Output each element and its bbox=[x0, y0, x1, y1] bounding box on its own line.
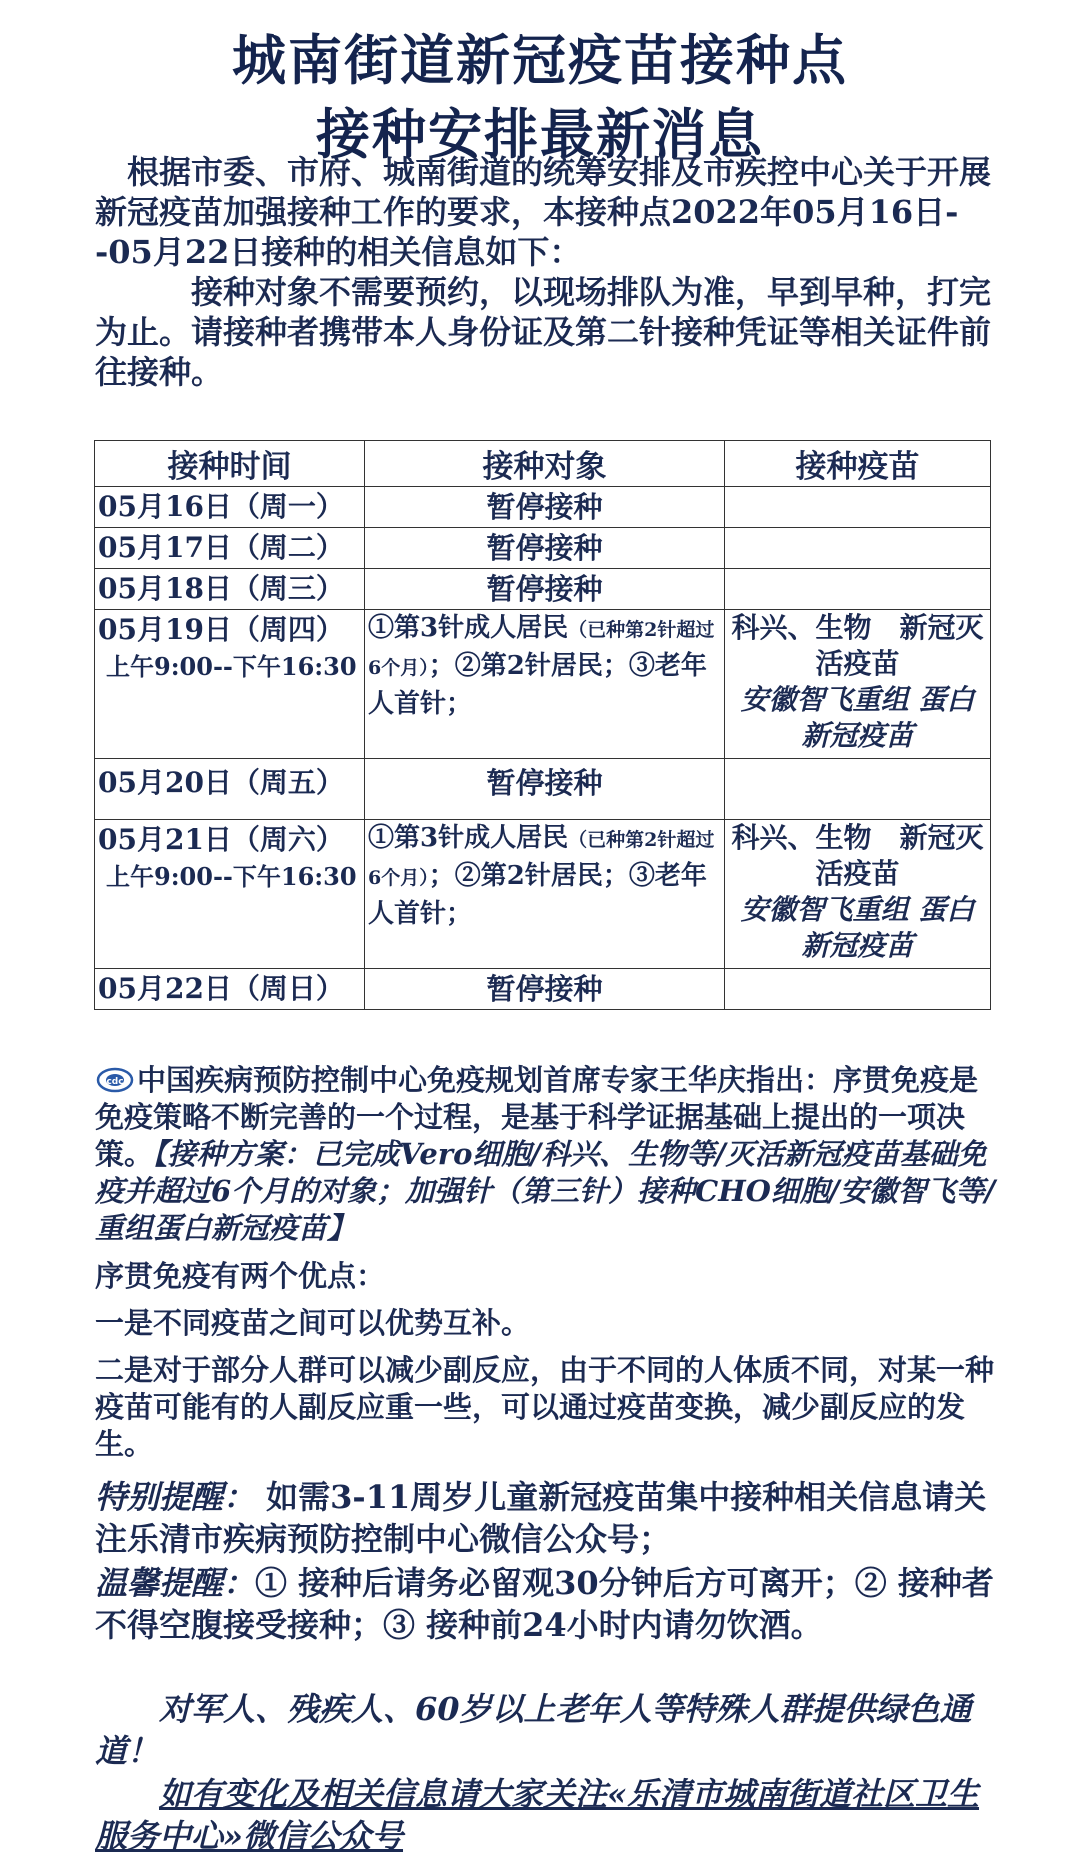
row-time: 上午9:00--下午16:30 bbox=[106, 652, 357, 681]
target-first: ①第3针成人居民 bbox=[368, 613, 569, 643]
warm-reminder-text: ① 接种后请务必留观30分钟后方可离开；② 接种者不得空腹接受接种；③ 接种前24小时内请勿饮酒。 bbox=[95, 1564, 994, 1644]
table-row bbox=[95, 569, 991, 610]
target-rest: ；②第2针居民；③老年人首针； bbox=[368, 861, 707, 929]
row-vaccine bbox=[725, 969, 991, 1010]
row-target: 暂停接种 bbox=[365, 487, 725, 528]
header-time: 接种时间 bbox=[95, 441, 365, 487]
table-row bbox=[95, 487, 991, 528]
row-target: 暂停接种 bbox=[365, 528, 725, 569]
page-title-line2: 接种安排最新消息 bbox=[316, 103, 764, 166]
vaccine-inactivated: 科兴、生物 新冠灭活疫苗 bbox=[731, 611, 984, 680]
table-row bbox=[95, 759, 991, 820]
page-title-line1: 城南街道新冠疫苗接种点 bbox=[232, 29, 848, 92]
row-vaccine bbox=[725, 569, 991, 610]
advantage-two: 二是对于部分人群可以减少副反应，由于不同的人体质不同，对某一种疫苗可能有的人副反应重一些，可以通过疫苗变换，减少副反应的发生。 bbox=[95, 1353, 995, 1461]
row-vaccine bbox=[725, 487, 991, 528]
table-row bbox=[95, 820, 991, 969]
notice-paragraph: 接种对象不需要预约，以现场排队为准，早到早种，打完为止。请接种者携带本人身份证及第二针接种凭证等相关证件前往接种。 bbox=[95, 273, 992, 391]
row-date: 05月17日（周二） bbox=[95, 528, 365, 569]
header-vaccine: 接种疫苗 bbox=[725, 441, 991, 487]
row-vaccine bbox=[725, 820, 991, 969]
row-target: 暂停接种 bbox=[365, 969, 725, 1010]
vaccination-scheme: 【接种方案：已完成Vero细胞/科兴、生物等/灭活新冠疫苗基础免疫并超过6个月的对象；加强针（第三针）接种CHO细胞/安徽智飞等/重组蛋白新冠疫苗】 bbox=[95, 1137, 996, 1245]
green-channel-note: 对军人、残疾人、60岁以上老年人等特殊人群提供绿色通道！ bbox=[95, 1690, 972, 1770]
row-date: 05月19日（周四） bbox=[98, 613, 344, 646]
special-reminder bbox=[95, 1476, 1000, 1560]
header-target: 接种对象 bbox=[365, 441, 725, 487]
table-row bbox=[95, 610, 991, 759]
table-header-row bbox=[95, 441, 991, 487]
schedule-table bbox=[94, 440, 991, 1010]
table-row bbox=[95, 969, 991, 1010]
row-date: 05月18日（周三） bbox=[95, 569, 365, 610]
advantages-heading: 序贯免疫有两个优点： bbox=[95, 1259, 386, 1293]
row-target: 暂停接种 bbox=[365, 569, 725, 610]
row-vaccine bbox=[725, 528, 991, 569]
row-target bbox=[365, 820, 725, 969]
row-date: 05月22日（周日） bbox=[95, 969, 365, 1010]
row-date-cell bbox=[95, 820, 365, 969]
advantage-one: 一是不同疫苗之间可以优势互补。 bbox=[95, 1306, 531, 1340]
warm-reminder bbox=[95, 1562, 1000, 1646]
intro-paragraph: 根据市委、市府、城南街道的统筹安排及市疾控中心关于开展新冠疫苗加强接种工作的要求，本接种点2022年05月16日--05月22日接种的相关信息如下： bbox=[95, 153, 992, 271]
target-rest: ；②第2针居民；③老年人首针； bbox=[368, 651, 707, 719]
vaccine-recombinant: 安徽智飞重组 蛋白新冠疫苗 bbox=[740, 683, 975, 752]
row-date: 05月16日（周一） bbox=[95, 487, 365, 528]
row-date: 05月20日（周五） bbox=[95, 759, 365, 820]
target-note: （已种第2针超过6个月） bbox=[368, 829, 715, 889]
special-reminder-text: 如需3-11周岁儿童新冠疫苗集中接种相关信息请关注乐清市疾病预防控制中心微信公众号； bbox=[95, 1478, 987, 1558]
target-note: （已种第2针超过6个月） bbox=[368, 619, 715, 679]
cdc-logo-icon bbox=[95, 1066, 135, 1094]
vaccine-inactivated: 科兴、生物 新冠灭活疫苗 bbox=[731, 821, 984, 890]
row-target bbox=[365, 610, 725, 759]
row-target: 暂停接种 bbox=[365, 759, 725, 820]
row-date-cell bbox=[95, 610, 365, 759]
row-date: 05月21日（周六） bbox=[98, 823, 344, 856]
svg-text:cdc: cdc bbox=[106, 1077, 124, 1087]
special-reminder-label: 特别提醒： bbox=[95, 1478, 256, 1516]
vaccine-recombinant: 安徽智飞重组 蛋白新冠疫苗 bbox=[740, 893, 975, 962]
row-time: 上午9:00--下午16:30 bbox=[106, 862, 357, 891]
expert-text: 中国疾病预防控制中心免疫规划首席专家王华庆指出：序贯免疫是免疫策略不断完善的一个过程，是基于科学证据基础上提出的一项决策。 bbox=[95, 1063, 979, 1171]
target-first: ①第3针成人居民 bbox=[368, 823, 569, 853]
follow-wechat-note: 如有变化及相关信息请大家关注«乐清市城南街道社区卫生服务中心»微信公众号 bbox=[95, 1775, 980, 1855]
row-vaccine bbox=[725, 759, 991, 820]
row-vaccine bbox=[725, 610, 991, 759]
expert-section bbox=[95, 1062, 1000, 1247]
table-row bbox=[95, 528, 991, 569]
warm-reminder-label: 温馨提醒： bbox=[95, 1564, 256, 1602]
